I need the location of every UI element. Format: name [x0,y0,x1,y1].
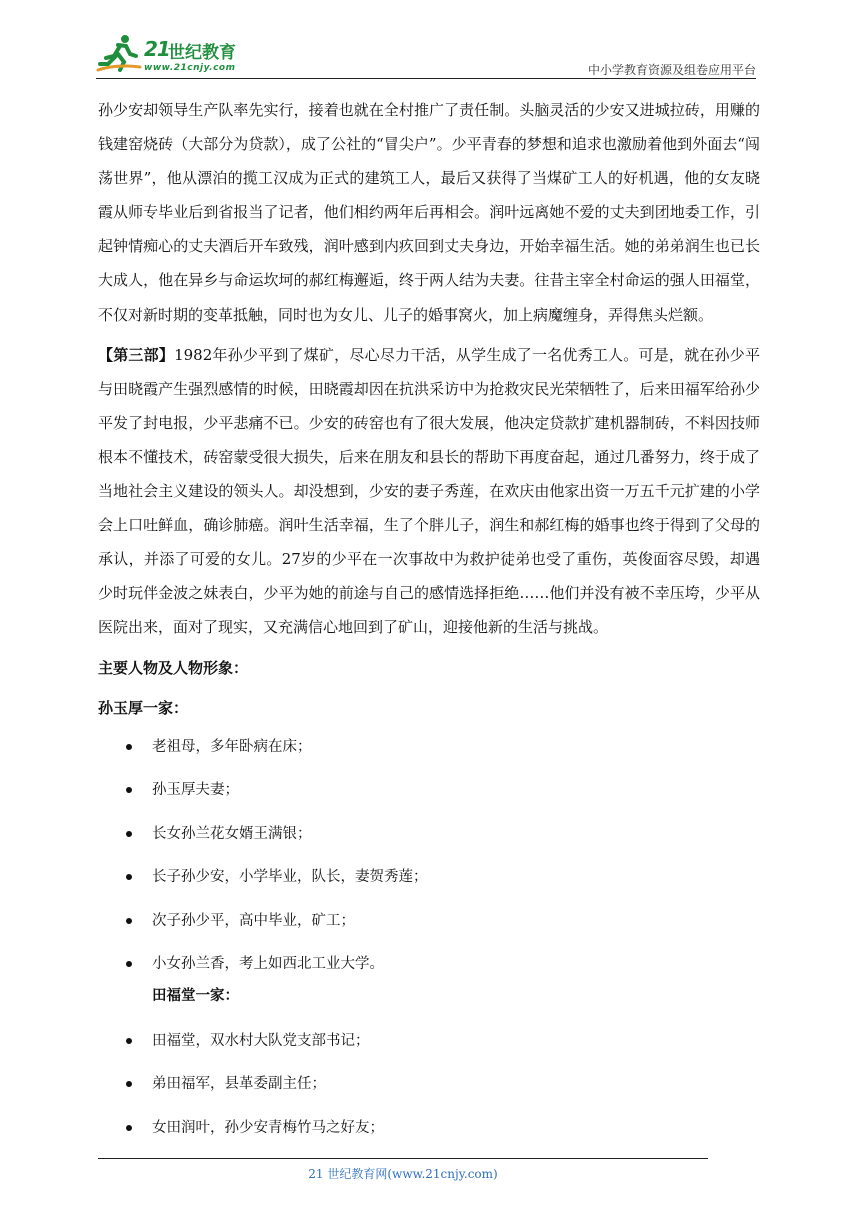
list-item-text: 孙玉厚夫妻； [152,782,239,798]
logo-name: 世纪教育 [168,43,236,63]
list-item-text: 老祖母，多年卧病在床； [152,738,312,755]
list-item [98,865,760,889]
list-item [98,909,760,933]
running-figure-icon [96,34,142,74]
tian-family-heading: 田福堂一家： [152,986,239,1004]
document-body [98,93,760,1159]
bullet-icon [126,744,132,750]
paragraph-part-three [98,338,760,645]
list-item-text: 长子孙少安，小学毕业，队长，妻贺秀莲； [152,869,428,885]
site-logo[interactable] [96,30,266,80]
list-item [98,952,760,976]
part-three-text: 1982年孙少平到了煤矿，尽心尽力干活，从学生成了一名优秀工人。可是，就在孙少平与田晓霞产生强烈感情的时候，田晓霞却因在抗洪采访中为抢救灾民光荣牺牲了，后来田福军给孙少平发了封电报，少平悲痛不已。少安的砖窑也有了很大发展，他决定贷款扩建机器制砖，不料因技师根本不懂技术，砖窑蒙受很大损失，后来在朋友和县长的帮助下再度奋起，通过几番努力，终于成了当地社会主义建设的领头人。却没想到，少安的妻子秀莲，在欢庆由他家出资一万五千元扩建的小学会上口吐鲜血，确诊肺癌。润叶生活幸福，生了个胖儿子，润生和郝红梅的婚事也终于得到了父母的承认，并添了可爱的女儿。27岁的少平在一次事故中为救护徒弟也受了重伤，英俊面容尽毁，却遇少时玩伴金波之妹表白，少平为她的前途与自己的感情选择拒绝……他们并没有被不幸压垮，少平从医院出来，面对了现实，又充满信心地回到了矿山，迎接他新的生活与挑战。 [98,345,760,637]
bullet-icon [126,1081,132,1087]
footer-link[interactable]: 21 世纪教育网(www.21cnjy.com) [308,1167,498,1181]
bullet-icon [126,874,132,880]
list-item-text: 小女孙兰香，考上如西北工业大学。 [152,956,384,972]
list-item-text: 田福堂，双水村大队党支部书记； [152,1032,370,1049]
sun-family-list [98,735,760,977]
bullet-icon [126,831,132,837]
paragraph-part-two-continued: 孙少安却领导生产队率先实行，接着也就在全村推广了责任制。头脑灵活的少安又进城拉砖，用赚的钱建窑烧砖（大部分为贷款），成了公社的“冒尖户”。少平青春的梦想和追求也激励着他到外面去“闯荡世界”，他从漂泊的揽工汉成为正式的建筑工人，最后又获得了当煤矿工人的好机遇，他的女友晓霞从师专毕业后到省报当了记者，他们相约两年后再相会。润叶远离她不爱的丈夫到团地委工作，引起钟情痴心的丈夫酒后开车致残，润叶感到内疚回到丈夫身边，开始幸福生活。她的弟弟润生也已长大成人，他在异乡与命运坎坷的郝红梅邂逅，终于两人结为夫妻。往昔主宰全村命运的强人田福堂，不仅对新时期的变革抵触，同时也为女儿、儿子的婚事窝火，加上病魔缠身，弄得焦头烂额。 [98,101,760,324]
list-item [98,822,760,846]
logo-number: 21 [144,37,170,61]
list-item-text: 次子孙少平，高中毕业，矿工； [152,912,355,929]
list-item [98,735,760,759]
sun-family-heading: 孙玉厚一家： [98,698,189,717]
list-item-text: 长女孙兰花女婿王满银； [152,825,312,842]
tian-family-list [98,1029,760,1140]
bullet-icon [126,787,132,793]
bullet-icon [126,918,132,924]
list-item [98,1029,760,1053]
page-header [96,30,756,80]
list-item [98,778,760,802]
bullet-icon [126,1038,132,1044]
logo-url: www.21cnjy.com [144,63,236,73]
bullet-icon [126,1125,132,1131]
list-item-text: 弟田福军，县革委副主任； [152,1076,326,1092]
header-divider [96,78,756,79]
header-platform-text: 中小学教育资源及组卷应用平台 [587,63,756,77]
bullet-icon [126,961,132,967]
list-item-text: 女田润叶，孙少安青梅竹马之好友； [152,1119,384,1136]
footer-divider [98,1158,708,1159]
list-item [98,1116,760,1140]
part-three-label: 【第三部】 [98,345,175,364]
list-item [98,1072,760,1096]
main-characters-heading: 主要人物及人物形象： [98,658,249,677]
